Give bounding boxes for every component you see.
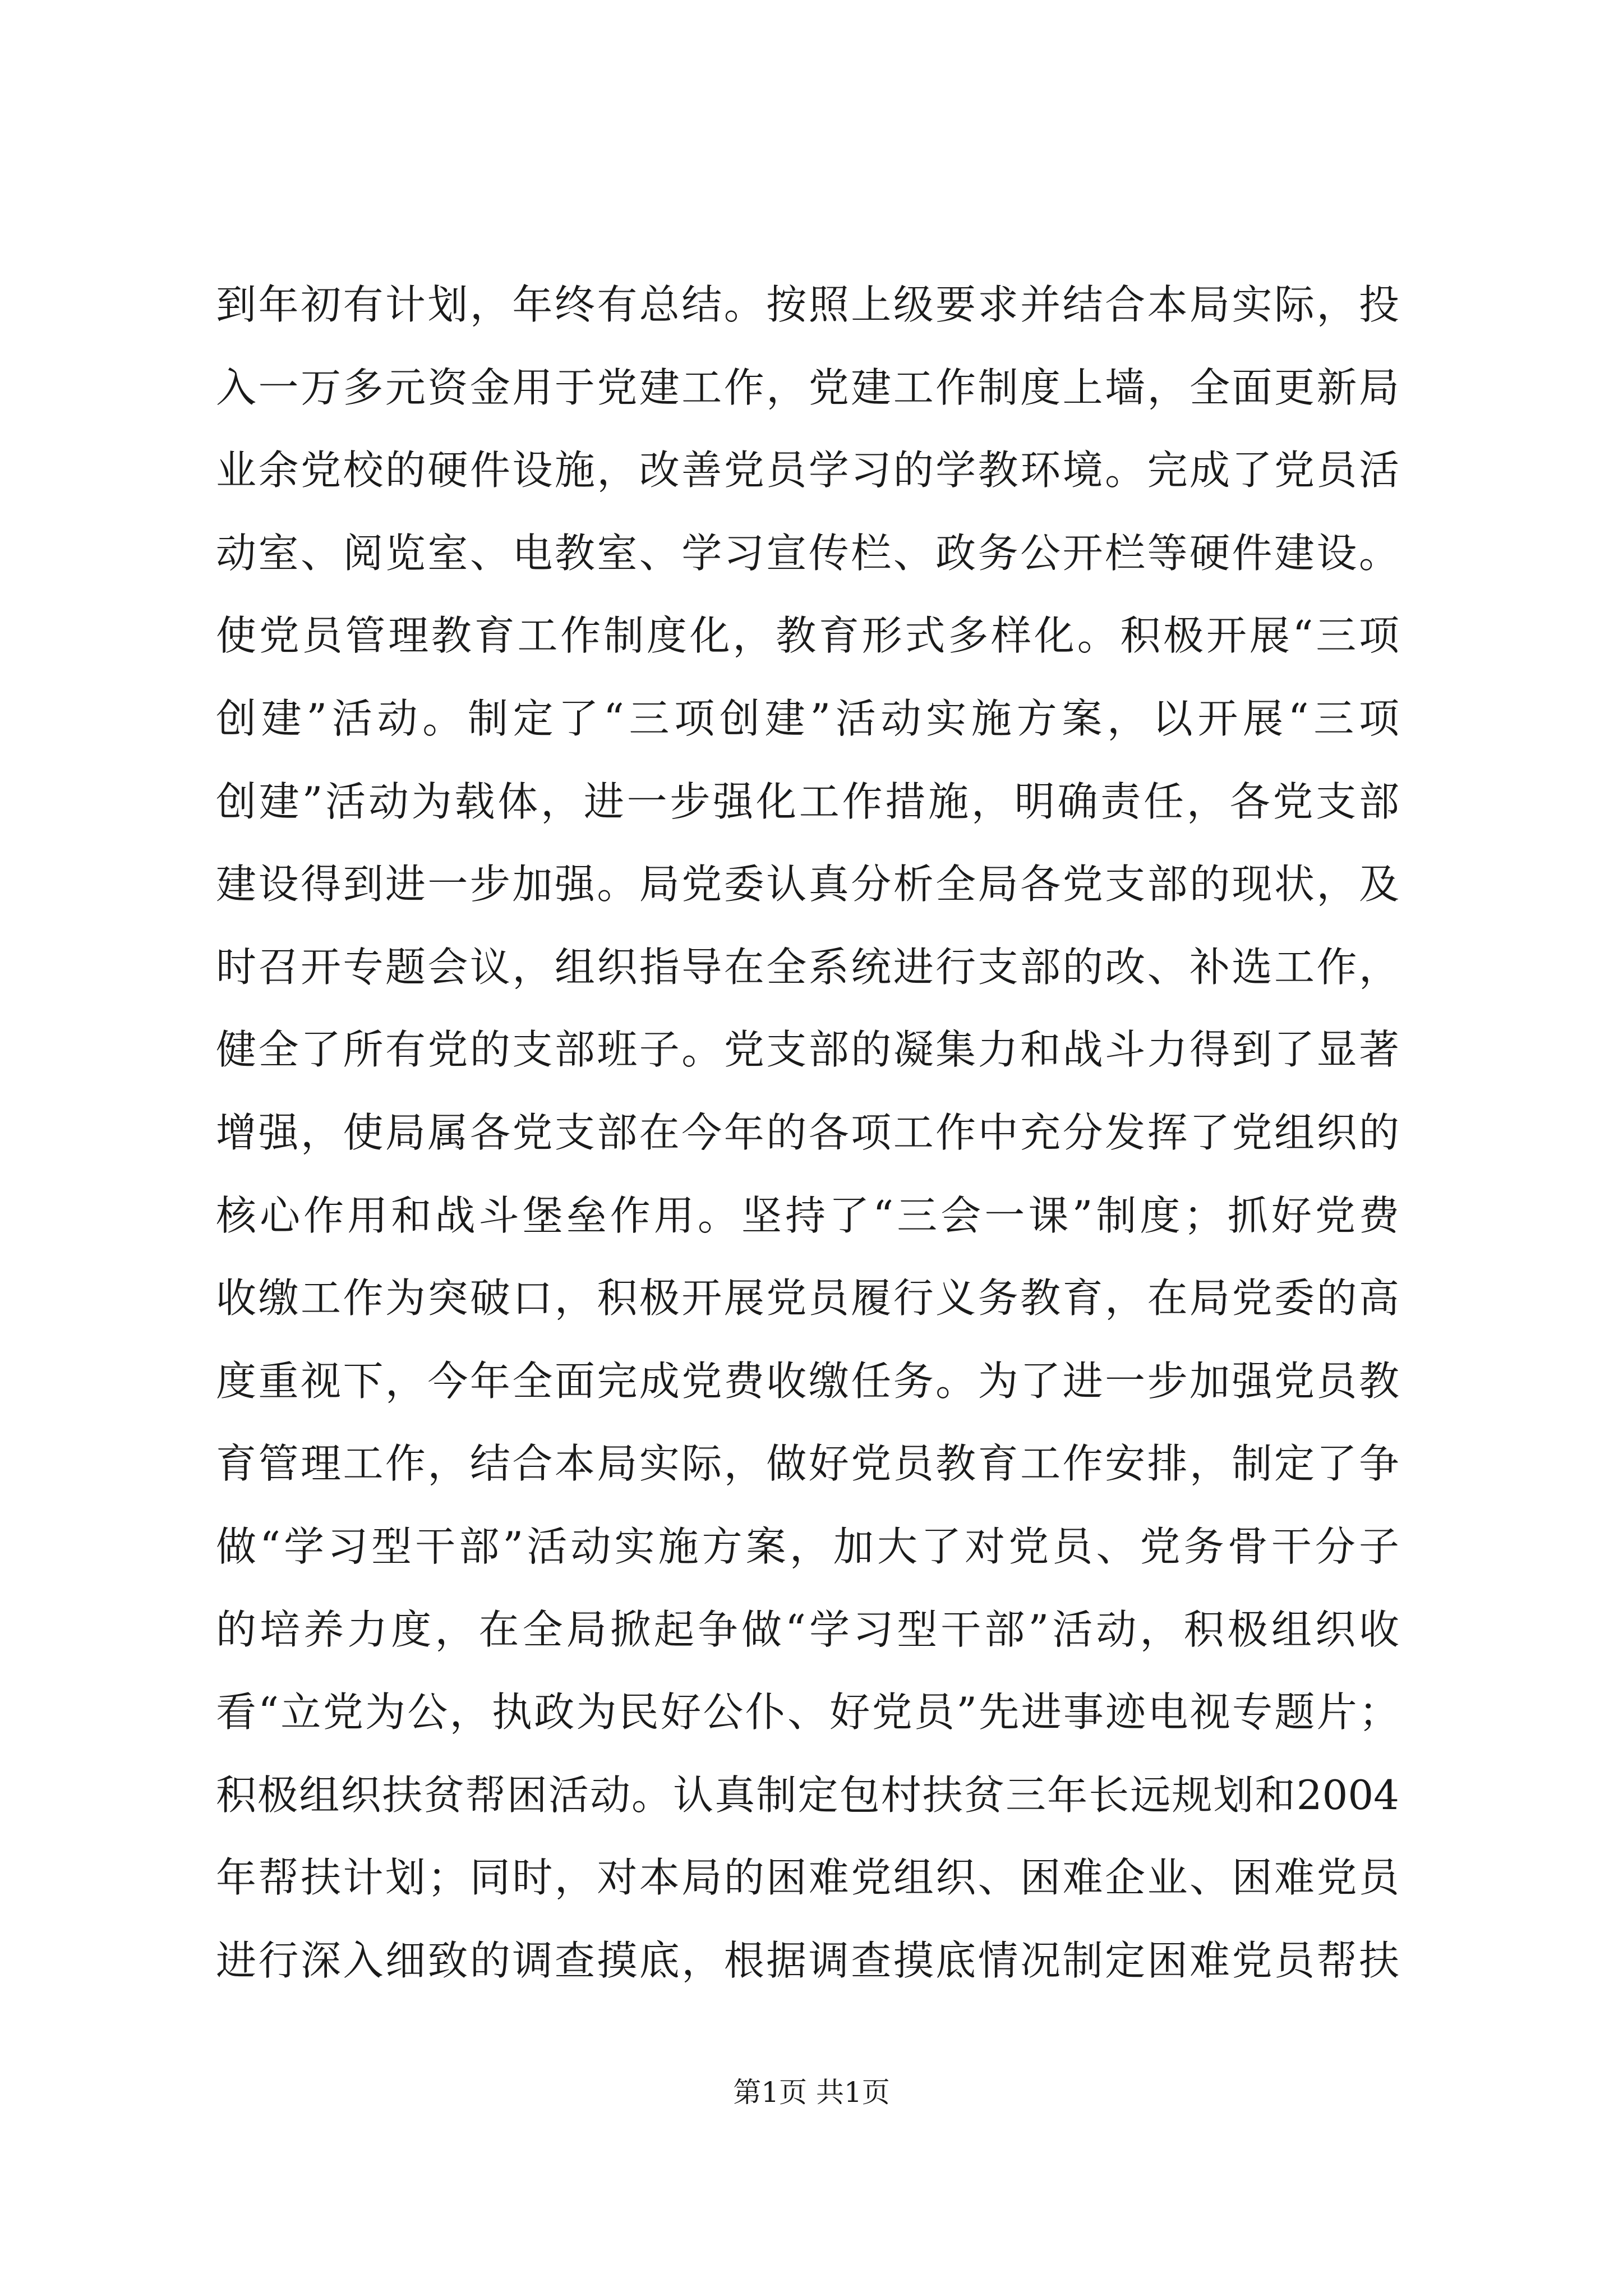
text-line: 动室、阅览室、电教室、学习宣传栏、政务公开栏等硬件建设。 bbox=[216, 529, 1399, 577]
text-line: 度重视下，今年全面完成党费收缴任务。为了进一步加强党员教 bbox=[216, 1357, 1399, 1405]
page-footer bbox=[0, 2073, 1623, 2112]
text-line: 看“立党为公，执政为民好公仆、好党员”先进事迹电视专题片； bbox=[216, 1688, 1399, 1736]
text-line: 进行深入细致的调查摸底，根据调查摸底情况制定困难党员帮扶 bbox=[216, 1936, 1399, 1984]
text-line: 使党员管理教育工作制度化，教育形式多样化。积极开展“三项 bbox=[216, 612, 1399, 660]
text-line: 积极组织扶贫帮困活动。认真制定包村扶贫三年长远规划和2004 bbox=[216, 1771, 1399, 1819]
text-line: 创建”活动为载体，进一步强化工作措施，明确责任，各党支部 bbox=[216, 777, 1399, 825]
page-number-label: 第1页 共1页 bbox=[733, 2076, 890, 2109]
text-line: 时召开专题会议，组织指导在全系统进行支部的改、补选工作， bbox=[216, 943, 1399, 991]
text-line: 增强，使局属各党支部在今年的各项工作中充分发挥了党组织的 bbox=[216, 1108, 1399, 1156]
body-text bbox=[216, 264, 1399, 2002]
text-line: 到年初有计划，年终有总结。按照上级要求并结合本局实际，投 bbox=[216, 281, 1399, 328]
text-line: 的培养力度，在全局掀起争做“学习型干部”活动，积极组织收 bbox=[216, 1605, 1399, 1653]
text-line: 建设得到进一步加强。局党委认真分析全局各党支部的现状，及 bbox=[216, 861, 1399, 908]
text-line: 业余党校的硬件设施，改善党员学习的学教环境。完成了党员活 bbox=[216, 447, 1399, 494]
text-line: 做“学习型干部”活动实施方案，加大了对党员、党务骨干分子 bbox=[216, 1522, 1399, 1570]
text-line: 育管理工作，结合本局实际，做好党员教育工作安排，制定了争 bbox=[216, 1440, 1399, 1488]
text-line: 核心作用和战斗堡垒作用。坚持了“三会一课”制度；抓好党费 bbox=[216, 1191, 1399, 1239]
text-line: 收缴工作为突破口，积极开展党员履行义务教育，在局党委的高 bbox=[216, 1274, 1399, 1322]
text-line: 创建”活动。制定了“三项创建”活动实施方案，以开展“三项 bbox=[216, 694, 1399, 742]
text-line: 年帮扶计划；同时，对本局的困难党组织、困难企业、困难党员 bbox=[216, 1854, 1399, 1902]
text-line: 入一万多元资金用于党建工作，党建工作制度上墙，全面更新局 bbox=[216, 364, 1399, 411]
text-line: 健全了所有党的支部班子。党支部的凝集力和战斗力得到了显著 bbox=[216, 1026, 1399, 1074]
